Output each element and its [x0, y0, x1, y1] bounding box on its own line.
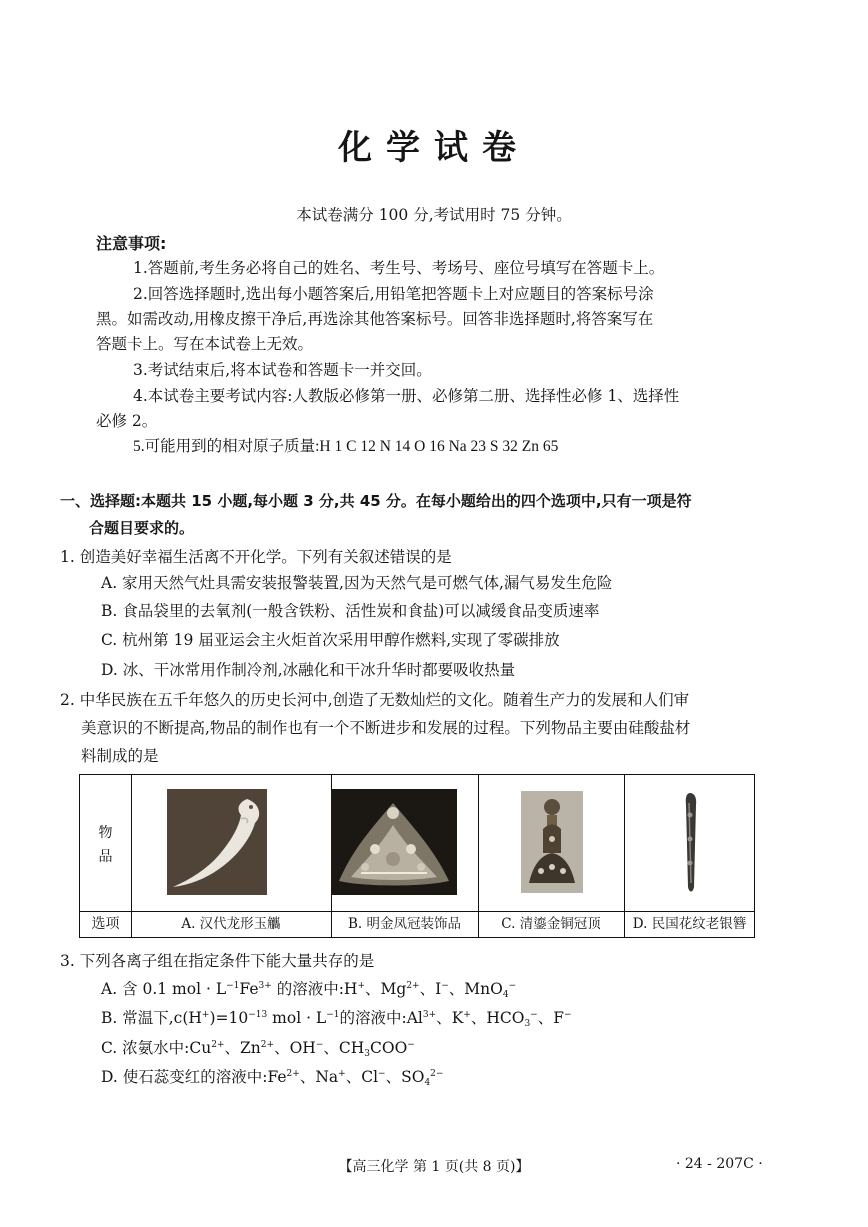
q3-option-c: C. 浓氨水中$:Cu^{2+}$、$Zn^{2+}$、OH−、$CH_3COO^-$	[101, 1039, 415, 1059]
row-label-item: 物	[98, 825, 113, 841]
q2-stem-line: 美意识的不断提高,物品的制作也有一个不断进步和发展的过程。下列物品主要由硅酸盐材	[81, 719, 691, 737]
section-heading-cont: 合题目要求的。	[89, 519, 195, 537]
q3-option-d: D. 使石蕊变红的溶液中$:Fe^{2+}$、Na+、Cl−、$SO_4^{2-}$	[101, 1068, 444, 1088]
notice-item: 1.答题前,考生务必将自己的姓名、考生号、考场号、座位号填写在答题卡上。	[133, 259, 665, 277]
notice-item: 3.考试结束后,将本试卷和答题卡一并交回。	[133, 361, 432, 379]
option-c-caption: C. 清鎏金铜冠顶	[501, 916, 601, 932]
silver-hairpin-image	[672, 789, 712, 897]
option-d-caption: D. 民国花纹老银簪	[632, 916, 747, 932]
q1-option-d: D. 冰、干冰常用作制冷剂,冰融化和干冰升华时都要吸收热量	[101, 661, 516, 679]
row-label-item: 品	[98, 849, 113, 865]
notice-heading: 注意事项:	[96, 234, 167, 253]
q3-stem: 3. 下列各离子组在指定条件下能大量共存的是	[60, 952, 375, 970]
q1-option-a: A. 家用天然气灶具需安装报警装置,因为天然气是可燃气体,漏气易发生危险	[101, 574, 613, 592]
q1-option-c: C. 杭州第 19 届亚运会主火炬首次采用甲醇作燃料,实现了零碳排放	[101, 631, 560, 649]
jade-dragon-image	[167, 789, 267, 895]
crown-finial-image	[521, 791, 583, 893]
page-footer: 【高三化学 第 1 页(共 8 页)】	[338, 1159, 530, 1175]
q3-option-a: A. 含 0.1 mol · $L^{-1}Fe^{3+}$ 的溶液中:H+、$Mg^{2+}$、I−、MnO$_4$−	[101, 980, 517, 1000]
q3-option-b: B. 常温下$,c(H^+)=10^{-13}$ mol · $L^{-1}$的溶液中$:Al^{3+}$、K+、$HCO_3^-$、F−	[101, 1009, 572, 1029]
row-label-option: 选项	[91, 916, 120, 932]
phoenix-crown-image	[331, 789, 457, 895]
notice-item: 答题卡上。写在本试卷上无效。	[96, 335, 314, 353]
option-b-caption: B. 明金凤冠装饰品	[347, 916, 461, 932]
q2-stem-line: 2. 中华民族在五千年悠久的历史长河中,创造了无数灿烂的文化。随着生产力的发展和人们审	[60, 691, 690, 709]
notice-item: 2.回答选择题时,选出每小题答案后,用铅笔把答题卡上对应题目的答案标号涂	[133, 285, 654, 303]
notice-item: 5.可能用到的相对原子质量:H 1 C 12 N 14 O 16 Na 23 S 32 Zn 65	[133, 438, 559, 455]
page-title: 化学试卷	[338, 128, 530, 168]
paper-code: · 24 - 207C ·	[676, 1156, 763, 1172]
notice-item: 4.本试卷主要考试内容:人教版必修第一册、必修第二册、选择性必修 1、选择性	[133, 387, 680, 405]
notice-item: 必修 2。	[96, 412, 158, 430]
option-a-caption: A. 汉代龙形玉觿	[181, 916, 281, 932]
section-heading: 一、选择题:本题共 15 小题,每小题 3 分,共 45 分。在每小题给出的四个选项中,只有一项是符	[60, 492, 692, 510]
q1-option-b: B. 食品袋里的去氧剂(一般含铁粉、活性炭和食盐)可以减缓食品变质速率	[101, 602, 600, 620]
q1-stem: 1. 创造美好幸福生活离不开化学。下列有关叙述错误的是	[60, 548, 452, 566]
q2-items-table	[79, 774, 755, 938]
notice-item: 黑。如需改动,用橡皮擦干净后,再选涂其他答案标号。回答非选择题时,将答案写在	[96, 310, 654, 328]
intro-line: 本试卷满分 100 分,考试用时 75 分钟。	[296, 206, 572, 224]
q2-stem-line: 料制成的是	[81, 747, 159, 765]
